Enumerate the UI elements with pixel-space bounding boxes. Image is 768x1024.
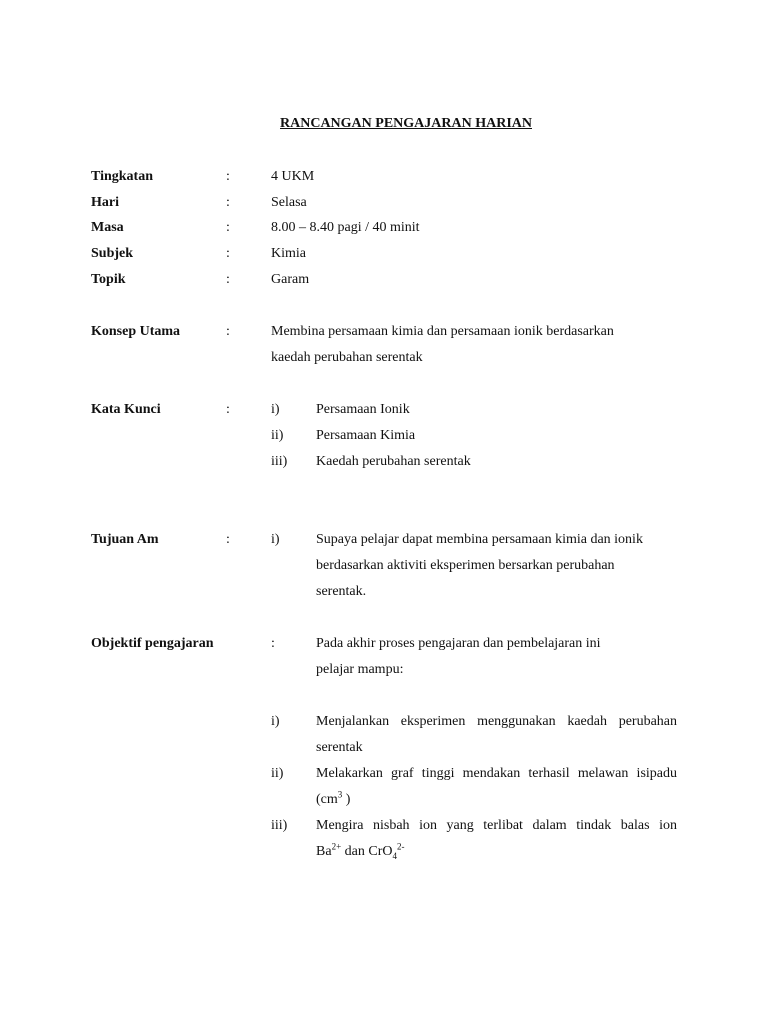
document-title: RANCANGAN PENGAJARAN HARIAN <box>280 116 532 131</box>
tujuan-am-number: i) <box>271 532 280 547</box>
topik-label: Topik <box>91 272 126 287</box>
topik-colon: : <box>226 272 230 287</box>
kata-kunci-item: Persamaan Ionik <box>316 402 410 417</box>
kata-kunci-number: iii) <box>271 454 288 469</box>
unit-superscript: 3 <box>337 789 343 800</box>
formula-connector: dan CrO <box>341 844 393 859</box>
volume-unit <box>316 789 351 808</box>
objektif-label: Objektif pengajaran <box>91 636 214 651</box>
chromate-charge: 2- <box>396 841 405 852</box>
tingkatan-label: Tingkatan <box>91 169 153 184</box>
tingkatan-value: 4 UKM <box>271 169 315 184</box>
subjek-colon: : <box>226 246 230 261</box>
barium-symbol: Ba <box>316 844 332 859</box>
unit-text: (cm <box>316 792 338 807</box>
objektif-number: iii) <box>271 818 288 833</box>
objektif-colon: : <box>271 636 275 651</box>
objektif-item-line: serentak <box>316 740 363 755</box>
ion-formula <box>316 841 405 861</box>
kata-kunci-item: Kaedah perubahan serentak <box>316 454 471 469</box>
konsep-utama-line: kaedah perubahan serentak <box>271 350 423 365</box>
kata-kunci-label: Kata Kunci <box>91 402 161 417</box>
objektif-intro-line: pelajar mampu: <box>316 662 404 677</box>
objektif-number: i) <box>271 714 280 729</box>
hari-label: Hari <box>91 195 119 210</box>
tujuan-am-line: serentak. <box>316 584 367 599</box>
masa-colon: : <box>226 220 230 235</box>
unit-close: ) <box>342 792 351 807</box>
objektif-item-line: Mengira nisbah ion yang terlibat dalam tindak balas ion <box>316 818 677 833</box>
kata-kunci-number: i) <box>271 402 280 417</box>
objektif-item-line: Menjalankan eksperimen menggunakan kaedah perubahan <box>316 714 677 729</box>
tujuan-am-colon: : <box>226 532 230 547</box>
masa-label: Masa <box>91 220 124 235</box>
kata-kunci-item: Persamaan Kimia <box>316 428 416 443</box>
subjek-label: Subjek <box>91 246 134 261</box>
masa-value: 8.00 – 8.40 pagi / 40 minit <box>271 220 420 235</box>
kata-kunci-colon: : <box>226 402 230 417</box>
hari-colon: : <box>226 195 230 210</box>
tujuan-am-line: Supaya pelajar dapat membina persamaan kimia dan ionik <box>316 532 643 547</box>
chromate-subscript: 4 <box>392 850 397 861</box>
objektif-intro-line: Pada akhir proses pengajaran dan pembelajaran ini <box>316 636 601 651</box>
objektif-item-line: Melakarkan graf tinggi mendakan terhasil melawan isipadu <box>316 766 677 781</box>
barium-charge: 2+ <box>331 841 342 852</box>
konsep-utama-colon: : <box>226 324 230 339</box>
tujuan-am-line: berdasarkan aktiviti eksperimen bersarkan perubahan <box>316 558 615 573</box>
objektif-number: ii) <box>271 766 284 781</box>
topik-value: Garam <box>271 272 310 287</box>
konsep-utama-label: Konsep Utama <box>91 324 181 339</box>
tujuan-am-label: Tujuan Am <box>91 532 159 547</box>
kata-kunci-number: ii) <box>271 428 284 443</box>
subjek-value: Kimia <box>271 246 306 261</box>
konsep-utama-line: Membina persamaan kimia dan persamaan ionik berdasarkan <box>271 324 614 339</box>
tingkatan-colon: : <box>226 169 230 184</box>
hari-value: Selasa <box>271 195 307 210</box>
